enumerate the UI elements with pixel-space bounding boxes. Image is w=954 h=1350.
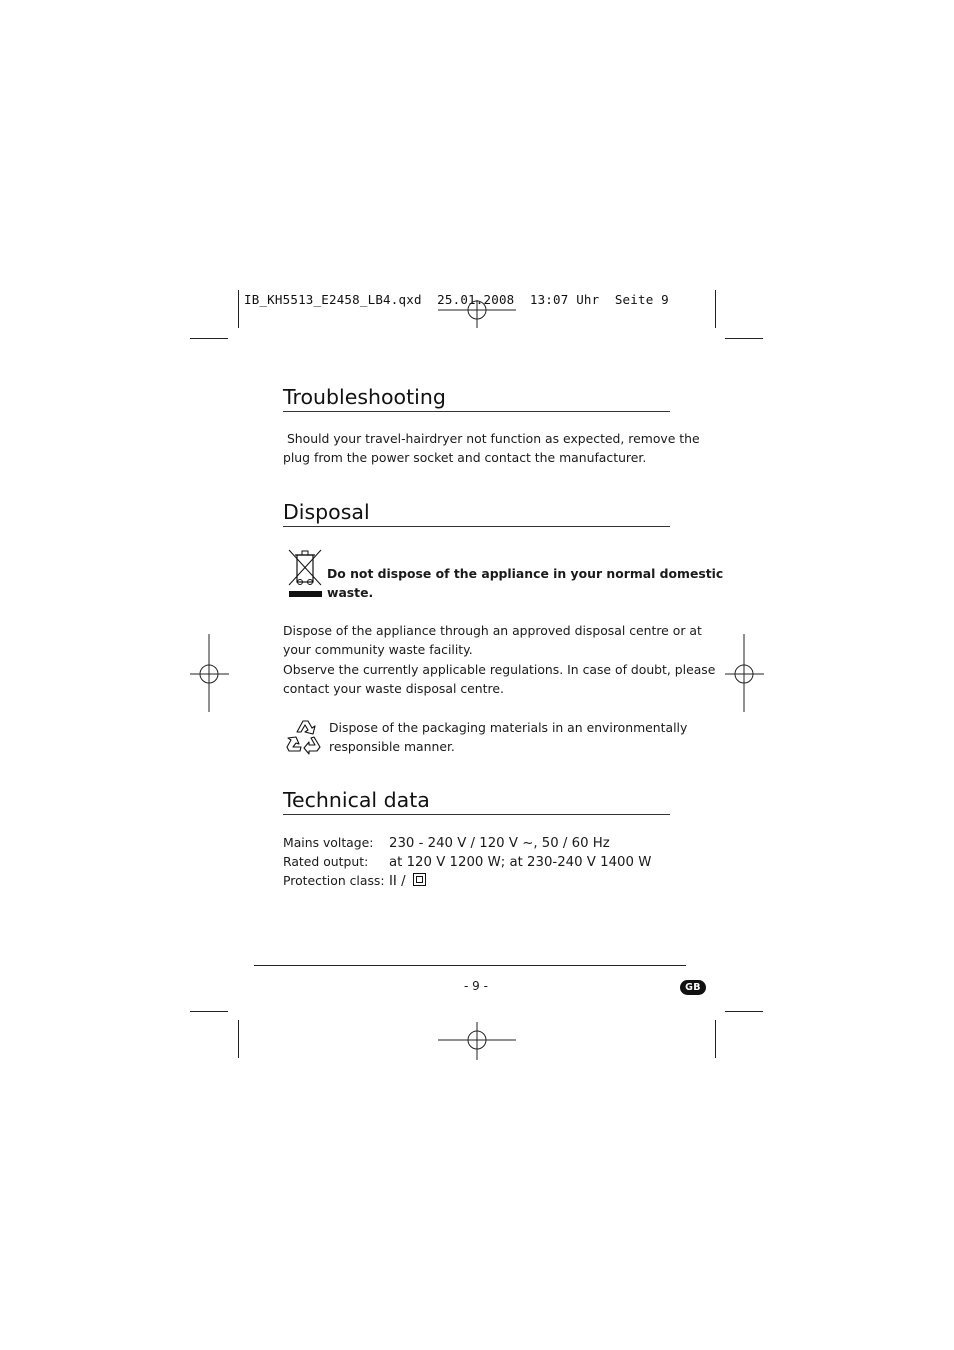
page-number: - 9 -: [464, 979, 488, 993]
registration-mark-top: [430, 300, 525, 330]
disposal-heading: Disposal: [283, 500, 670, 527]
registration-mark-bottom: [430, 1022, 525, 1062]
technical-data-heading: Technical data: [283, 788, 670, 815]
country-badge: GB: [680, 980, 706, 995]
disposal-paragraph: Dispose of the appliance through an approved disposal centre or at your community waste facility. Observe the currently applicable regulations. In case of doubt, please contact your waste disposal centre.: [283, 623, 716, 697]
crossed-out-wheelie-bin-icon: [287, 548, 325, 600]
mains-voltage-row: Mains voltage: 230 - 240 V / 120 V ~, 50 / 60 Hz: [283, 835, 610, 851]
troubleshooting-heading: Troubleshooting: [283, 385, 670, 412]
rated-output-row: Rated output: at 120 V 1200 W; at 230-240 V 1400 W: [283, 854, 652, 870]
protection-class-row: Protection class: II /: [283, 871, 426, 891]
print-slug: IB_KH5513_E2458_LB4.qxd 25.01.2008 13:07 Uhr Seite 9: [244, 292, 669, 307]
troubleshooting-text: Should your travel-hairdryer not function as expected, remove the plug from the power socket and contact the manufacturer.: [283, 431, 700, 466]
protection-class-ii-icon: [413, 873, 426, 886]
recycling-icon: [284, 715, 324, 755]
disposal-warning: Do not dispose of the appliance in your normal domestic waste.: [327, 566, 724, 601]
registration-mark-left: [188, 634, 232, 714]
registration-mark-right: [722, 634, 766, 714]
footer-divider: [254, 965, 686, 966]
packaging-disposal-text: Dispose of the packaging materials in an environmentally responsible manner.: [329, 720, 688, 755]
